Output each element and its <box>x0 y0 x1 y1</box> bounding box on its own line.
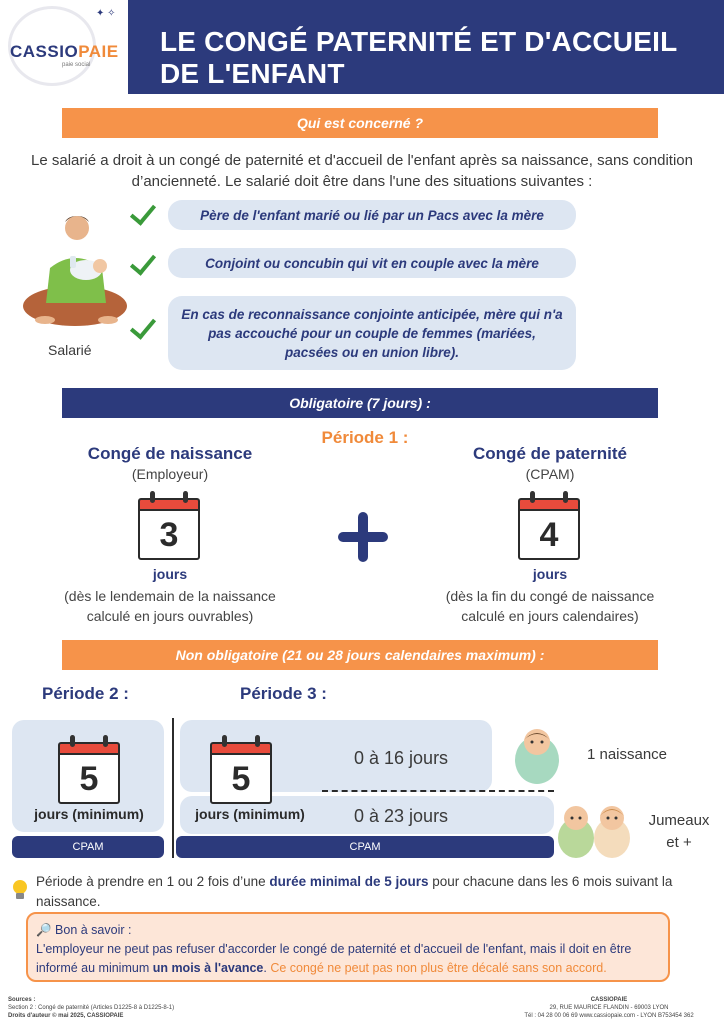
calendar-ring <box>563 491 568 503</box>
period-2-label: Période 2 : <box>42 684 129 703</box>
paternity-leave-detail <box>410 586 690 626</box>
period-3-unit: jours (minimum) <box>195 806 305 822</box>
title-bar <box>128 0 724 94</box>
tip-text-orange: Ce congé ne peut pas non plus être décalé sans son accord. <box>270 961 607 975</box>
section-heading-optional: Non obligatoire (21 ou 28 jours calendaires maximum) : <box>62 640 658 670</box>
logo <box>0 0 128 94</box>
lightbulb-icon <box>10 878 30 900</box>
period-2-unit: jours (minimum) <box>34 806 144 822</box>
period-2-days: 5 <box>58 753 120 804</box>
check-icon <box>130 314 162 340</box>
single-birth-label: 1 naissance <box>586 746 668 763</box>
logo-text-a: CASSIO <box>10 42 79 61</box>
baby-swaddled-icon <box>512 724 562 786</box>
note-text-1: Période à prendre en 1 ou 2 fois d’une <box>36 874 270 889</box>
tip-text-2: . <box>263 961 271 975</box>
situation-item-1: Père de l'enfant marié ou lié par un Pacs avec la mère <box>168 200 576 230</box>
birth-leave-payer: (Employeur) <box>131 466 209 482</box>
paternity-leave-payer: (CPAM) <box>525 466 575 482</box>
birth-leave-detail-1: (dès le lendemain de la naissance <box>64 588 276 604</box>
tip-text-bold: un mois à l'avance <box>152 961 264 975</box>
period-1-label: Période 1 : <box>321 428 409 447</box>
footer-company <box>504 996 714 1020</box>
good-to-know-title: 🔎 Bon à savoir : <box>36 923 132 937</box>
calendar-ring <box>103 735 108 747</box>
birth-leave-title: Congé de naissance <box>87 444 253 463</box>
copyright: Droits d'auteur © mai 2025, CASSIOPAIE <box>8 1013 124 1019</box>
plus-icon <box>338 512 388 562</box>
birth-leave-detail <box>30 586 310 626</box>
calendar-ring <box>255 735 260 747</box>
calendar-ring <box>70 735 75 747</box>
sources-label: Sources : <box>8 997 36 1003</box>
range-twins: 0 à 23 jours <box>354 806 449 826</box>
calendar-icon <box>58 738 120 804</box>
paternity-leave-detail-1: (dès la fin du congé de naissance <box>445 588 655 604</box>
paternity-leave-detail-2: calculé en jours calendaires) <box>461 608 639 624</box>
company-name: CASSIOPAIE <box>590 997 628 1003</box>
twin-babies-icon <box>556 798 632 860</box>
calendar-ring <box>530 491 535 503</box>
situation-item-2: Conjoint ou concubin qui vit en couple avec la mère <box>168 248 576 278</box>
calendar-icon <box>138 494 200 560</box>
situation-item-3: En cas de reconnaissance conjointe anticipée, mère qui n'a pas accouché pour un couple de femmes (mariées, pacsées ou en union libre). <box>168 296 576 370</box>
period-3-days: 5 <box>210 753 272 804</box>
period-3-label: Période 3 : <box>240 684 327 703</box>
check-icon <box>130 250 162 276</box>
birth-leave-detail-2: calculé en jours ouvrables) <box>86 608 254 624</box>
logo-text-b: PAIE <box>78 42 119 61</box>
company-contact: Tél : 04 28 00 06 69 www.cassiopaie.com - LYON B753454 362 <box>524 1013 694 1019</box>
tip-text-1: L'employeur ne peut pas refuser d'accorder le congé de paternité et d'accueil de l'enfant, mais il doit en être informé au minimum <box>36 942 632 975</box>
section-heading-mandatory: Obligatoire (7 jours) : <box>62 388 658 418</box>
note-text-2: pour chacune dans les 6 mois suivant la naissance. <box>36 874 673 909</box>
note-text-bold: durée minimal de 5 jours <box>269 874 429 889</box>
calendar-icon <box>210 738 272 804</box>
logo-text <box>10 42 119 62</box>
calendar-ring <box>183 491 188 503</box>
calendar-icon <box>518 494 580 560</box>
check-icon <box>130 200 162 226</box>
period-3-payer: CPAM <box>176 836 554 858</box>
page-title: LE CONGÉ PATERNITÉ ET D'ACCUEIL DE L'ENFANT <box>160 26 677 89</box>
logo-subtitle: paie social <box>62 62 91 68</box>
calendar-ring <box>150 491 155 503</box>
twins-label-2: et + <box>666 834 692 851</box>
paternity-leave-unit: jours <box>532 566 568 582</box>
sources-text: Section 2 : Congé de paternité (Articles D1225-8 à D1225-8-1) <box>8 1005 175 1011</box>
header <box>0 0 724 94</box>
footer-sources <box>8 996 174 1020</box>
birth-leave-unit: jours <box>152 566 188 582</box>
person-label: Salarié <box>48 342 92 358</box>
section-heading-concerned: Qui est concerné ? <box>62 108 658 138</box>
good-to-know-box <box>26 912 670 982</box>
good-to-know-text <box>36 940 660 978</box>
period-note <box>36 872 686 912</box>
paternity-leave-title: Congé de paternité <box>473 444 627 463</box>
father-holding-baby-illustration <box>20 208 130 333</box>
calendar-ring <box>222 735 227 747</box>
twins-label-1: Jumeaux <box>648 812 710 829</box>
period-2-payer: CPAM <box>12 836 164 858</box>
intro-text: Le salarié a droit à un congé de paternité et d'accueil de l'enfant après sa naissance, sans condition d’ancienneté. Le salarié doit être dans l'une des situations suivantes : <box>31 152 693 190</box>
paternity-leave-days: 4 <box>518 509 580 560</box>
range-single-birth: 0 à 16 jours <box>354 748 449 768</box>
company-address: 29, RUE MAURICE FLANDIN - 69003 LYON <box>549 1005 669 1011</box>
birth-leave-days: 3 <box>138 509 200 560</box>
twins-label <box>634 810 724 854</box>
divider <box>172 718 174 858</box>
dashed-separator <box>322 790 554 792</box>
stars-icon: ✦ ✧ <box>96 8 116 19</box>
